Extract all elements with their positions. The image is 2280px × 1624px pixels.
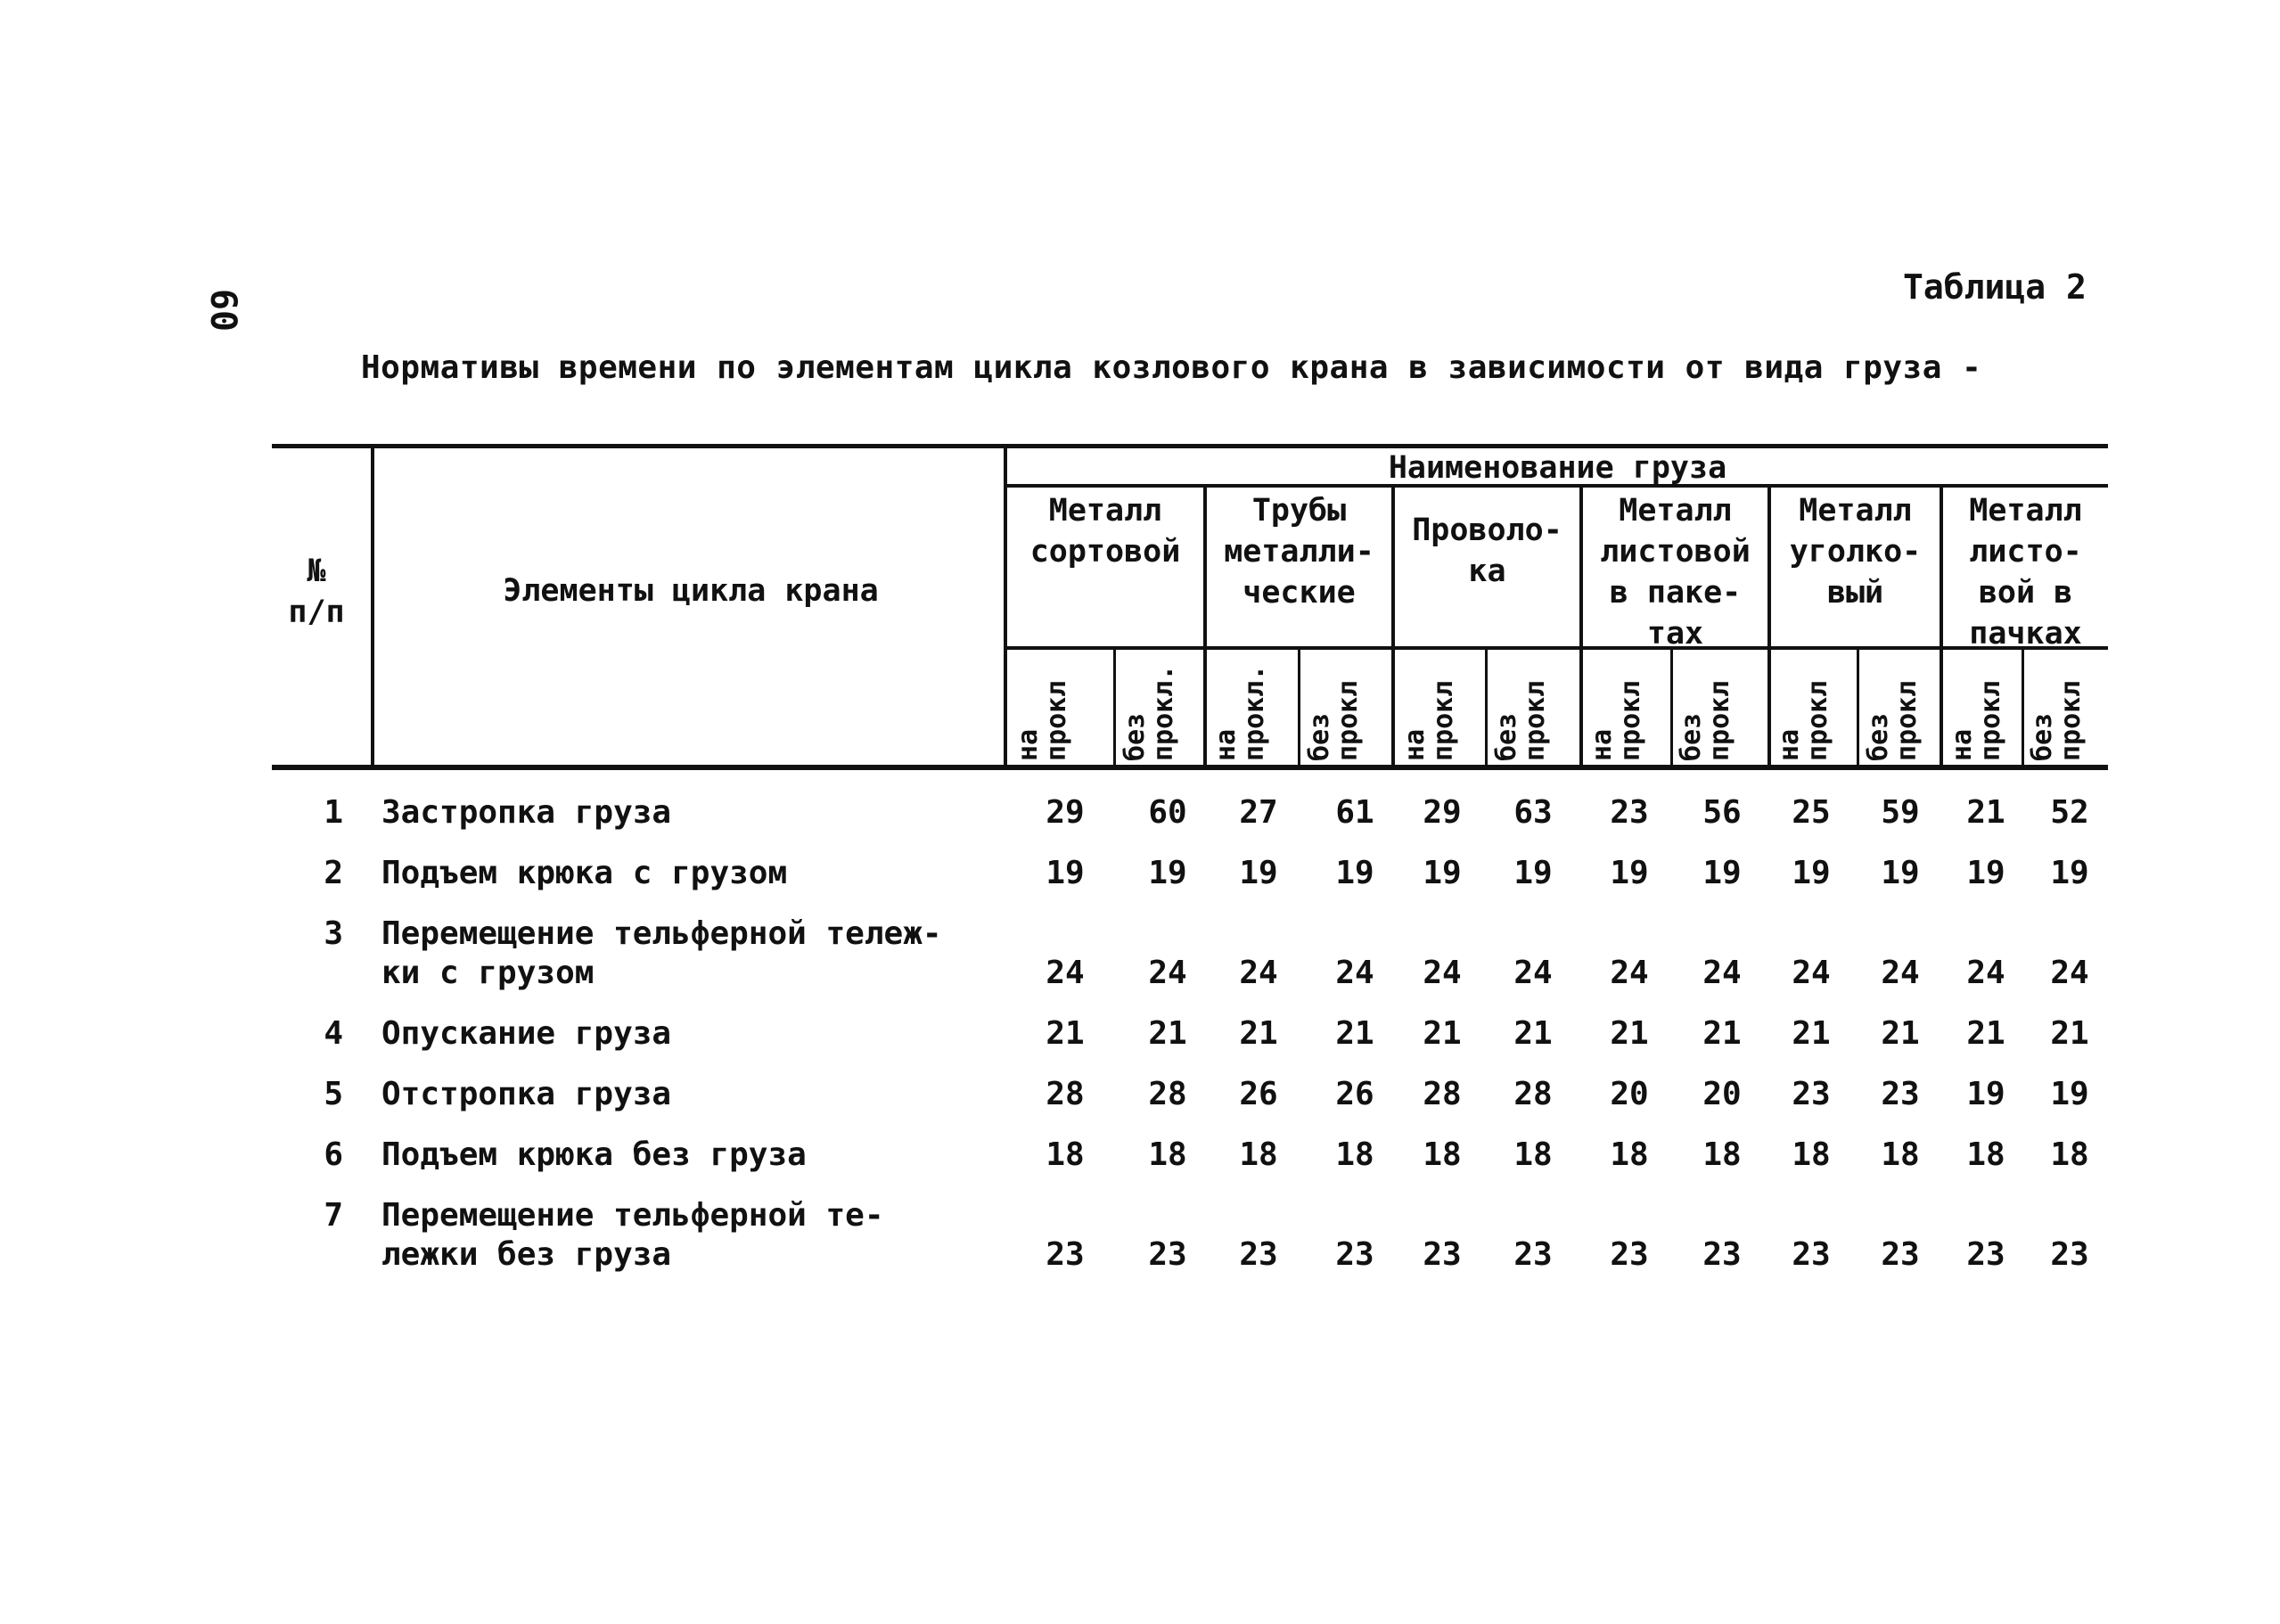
table-cell-value: 21 — [1423, 1015, 1462, 1052]
row-element-text: Подъем крюка без груза — [381, 1136, 807, 1173]
sub-divider-4 — [1670, 648, 1673, 768]
sub-divider-5 — [1857, 648, 1859, 768]
table-cell-value: 18 — [1239, 1136, 1278, 1173]
table-cell-value: 23 — [2050, 1236, 2089, 1273]
table-cell-value: 21 — [1046, 1015, 1085, 1052]
page-number: 60 — [202, 288, 243, 332]
table-cell-value: 24 — [1423, 955, 1462, 991]
table-cell-value: 23 — [1513, 1236, 1553, 1273]
table-cell-value: 23 — [1610, 794, 1649, 831]
subheader-3b: без прокл — [1491, 680, 1551, 761]
table-cell-value: 23 — [1966, 1236, 2005, 1273]
subheader-1a: на прокл — [1013, 680, 1072, 761]
table-cell-value: 21 — [1702, 1015, 1742, 1052]
table-cell-value: 28 — [1148, 1076, 1187, 1112]
subheader-2a: на прокл. — [1210, 664, 1270, 761]
table-cell-value: 23 — [1046, 1236, 1085, 1273]
subheader-4b: без прокл — [1676, 680, 1735, 761]
cargo-name-4: Металл листовой в паке- тах — [1600, 493, 1751, 652]
table-cell-value: 27 — [1239, 794, 1278, 831]
row-element-text: Перемещение тельферной тележ- ки с грузом — [381, 915, 942, 991]
row-element-text: Застропка груза — [381, 794, 672, 831]
table-cell-value: 23 — [1792, 1076, 1831, 1112]
cargo-name-2: Трубы металли- ческие — [1224, 493, 1374, 611]
table-cell-value: 21 — [1966, 794, 2005, 831]
table-cell-value: 19 — [1792, 855, 1831, 891]
row-number: 7 — [324, 1197, 343, 1234]
table-cell-value: 18 — [1046, 1136, 1085, 1173]
row-number: 1 — [324, 794, 343, 831]
table-cell-value: 21 — [1610, 1015, 1649, 1052]
row-number: 4 — [324, 1015, 343, 1052]
table-cell-value: 59 — [1881, 794, 1920, 831]
sub-divider-1 — [1113, 648, 1116, 768]
subheader-2b: без прокл — [1304, 680, 1364, 761]
table-cell-value: 61 — [1335, 794, 1374, 831]
table-cell-value: 23 — [1881, 1076, 1920, 1112]
table-cell-value: 23 — [1423, 1236, 1462, 1273]
subheader-6a: на прокл — [1947, 680, 2006, 761]
table-cell-value: 21 — [1792, 1015, 1831, 1052]
table-cell-value: 19 — [1513, 855, 1553, 891]
table-cell-value: 19 — [1239, 855, 1278, 891]
table-cell-value: 19 — [1881, 855, 1920, 891]
num-column-header: № п/п — [288, 554, 345, 630]
table-cell-value: 28 — [1513, 1076, 1553, 1112]
table-cell-value: 21 — [1881, 1015, 1920, 1052]
sub-divider-2 — [1298, 648, 1300, 768]
table-cell-value: 24 — [1046, 955, 1085, 991]
table-title: Нормативы времени по элементам цикла козлового крана в зависимости от вида груза - — [361, 349, 1982, 386]
table-cell-value: 52 — [2050, 794, 2089, 831]
cargo-group-title: Наименование груза — [1388, 450, 1727, 486]
table-cell-value: 20 — [1702, 1076, 1742, 1112]
row-number: 5 — [324, 1076, 343, 1112]
table-cell-value: 60 — [1148, 794, 1187, 831]
table-cell-value: 24 — [1702, 955, 1742, 991]
table-cell-value: 18 — [1702, 1136, 1742, 1173]
table-cell-value: 20 — [1610, 1076, 1649, 1112]
table-cell-value: 23 — [1702, 1236, 1742, 1273]
table-cell-value: 56 — [1702, 794, 1742, 831]
table-cell-value: 23 — [1239, 1236, 1278, 1273]
cargo-name-1: Металл сортовой — [1029, 493, 1181, 570]
col-divider-num — [371, 446, 374, 768]
table-cell-value: 21 — [2050, 1015, 2089, 1052]
table-cell-value: 24 — [2050, 955, 2089, 991]
table-cell-value: 18 — [1423, 1136, 1462, 1173]
table-cell-value: 21 — [1148, 1015, 1187, 1052]
elements-column-header: Элементы цикла крана — [503, 573, 879, 609]
table-cell-value: 24 — [1881, 955, 1920, 991]
table-cell-value: 24 — [1148, 955, 1187, 991]
table-cell-value: 24 — [1610, 955, 1649, 991]
row-element-text: Подъем крюка с грузом — [381, 855, 788, 891]
table-cell-value: 19 — [1702, 855, 1742, 891]
table-cell-value: 24 — [1513, 955, 1553, 991]
table-cell-value: 25 — [1792, 794, 1831, 831]
row-number: 3 — [324, 915, 343, 952]
row-element-text: Отстропка груза — [381, 1076, 672, 1112]
subheader-4a: на прокл — [1587, 680, 1646, 761]
table-cell-value: 18 — [1335, 1136, 1374, 1173]
table-top-rule — [272, 444, 2108, 448]
cargo-name-5: Металл уголко- вый — [1789, 493, 1922, 611]
table-cell-value: 28 — [1046, 1076, 1085, 1112]
table-cell-value: 63 — [1513, 794, 1553, 831]
subheader-5a: на прокл — [1774, 680, 1833, 761]
table-cell-value: 19 — [1148, 855, 1187, 891]
table-cell-value: 18 — [2050, 1136, 2089, 1173]
table-label: Таблица 2 — [1903, 267, 2087, 307]
table-cell-value: 26 — [1335, 1076, 1374, 1112]
table-cell-value: 18 — [1610, 1136, 1649, 1173]
table-cell-value: 24 — [1335, 955, 1374, 991]
table-cell-value: 19 — [1966, 855, 2005, 891]
table-cell-value: 21 — [1513, 1015, 1553, 1052]
subheader-6b: без прокл — [2027, 680, 2087, 761]
table-cell-value: 21 — [1335, 1015, 1374, 1052]
subheader-5b: без прокл — [1863, 680, 1923, 761]
table-cell-value: 19 — [2050, 1076, 2089, 1112]
table-cell-value: 19 — [1046, 855, 1085, 891]
sub-divider-6 — [2022, 648, 2024, 768]
table-cell-value: 28 — [1423, 1076, 1462, 1112]
row-element-text: Перемещение тельферной те- лежки без груза — [381, 1197, 884, 1273]
table-cell-value: 18 — [1148, 1136, 1187, 1173]
table-cell-value: 24 — [1792, 955, 1831, 991]
table-cell-value: 23 — [1792, 1236, 1831, 1273]
table-cell-value: 18 — [1792, 1136, 1831, 1173]
sub-divider-3 — [1485, 648, 1488, 768]
table-cell-value: 19 — [1610, 855, 1649, 891]
table-cell-value: 19 — [2050, 855, 2089, 891]
table-cell-value: 19 — [1423, 855, 1462, 891]
table-cell-value: 19 — [1335, 855, 1374, 891]
table-cell-value: 29 — [1423, 794, 1462, 831]
cargo-name-6: Металл листо- вой в пачках — [1969, 493, 2082, 652]
table-cell-value: 24 — [1239, 955, 1278, 991]
table-cell-value: 18 — [1966, 1136, 2005, 1173]
table-cell-value: 23 — [1881, 1236, 1920, 1273]
subheader-1b: без прокл. — [1119, 664, 1179, 761]
header-bottom-rule — [272, 765, 2108, 770]
table-cell-value: 18 — [1881, 1136, 1920, 1173]
row-number: 6 — [324, 1136, 343, 1173]
table-cell-value: 23 — [1148, 1236, 1187, 1273]
table-cell-value: 21 — [1966, 1015, 2005, 1052]
table-cell-value: 19 — [1966, 1076, 2005, 1112]
row-element-text: Опускание груза — [381, 1015, 672, 1052]
row-number: 2 — [324, 855, 343, 891]
table-cell-value: 24 — [1966, 955, 2005, 991]
subheader-3a: на прокл — [1399, 680, 1459, 761]
table-cell-value: 29 — [1046, 794, 1085, 831]
table-cell-value: 26 — [1239, 1076, 1278, 1112]
table-cell-value: 23 — [1335, 1236, 1374, 1273]
table-cell-value: 18 — [1513, 1136, 1553, 1173]
table-cell-value: 21 — [1239, 1015, 1278, 1052]
table-cell-value: 23 — [1610, 1236, 1649, 1273]
cargo-name-3: Проволо- ка — [1412, 513, 1562, 589]
